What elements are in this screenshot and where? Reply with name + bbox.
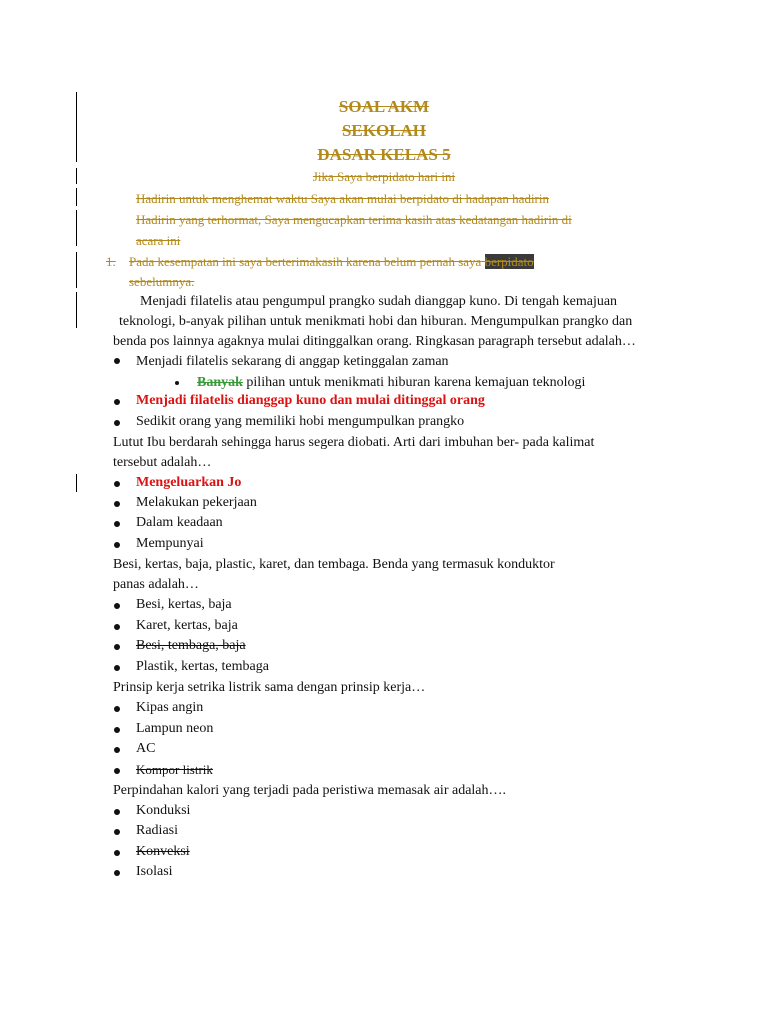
q3-line-1: Besi, kertas, baja, plastic, karet, dan tembaga. Benda yang termasuk konduktor [113,557,555,572]
bullet-icon [114,747,120,753]
q1-paragraph-line-1: Menjadi filatelis atau pengumpul prangko sudah dianggap kuno. Di tengah kemajuan [140,294,618,309]
bullet-icon [114,603,120,609]
change-bar [76,188,77,206]
q3-option-4: Plastik, kertas, tembaga [136,659,269,674]
deleted-line-1: Jika Saya berpidato hari ini [312,169,456,184]
q5-option-1: Konduksi [136,803,191,818]
bullet-icon [114,870,120,876]
q4-option-3: AC [136,741,156,756]
inserted-word: Banyak [197,375,243,390]
q5-line-1: Perpindahan kalori yang terjadi pada peristiwa memasak air adalah…. [113,783,507,798]
bullet-icon [114,399,120,405]
q5-option-2: Radiasi [136,823,178,838]
bullet-icon [114,481,120,487]
bullet-icon [114,768,120,774]
q4-option-4-answer: Kompor listrik [136,762,213,777]
q4-option-2: Lampun neon [136,721,214,736]
title-line-3: DASAR KELAS 5 [317,145,451,164]
q3-option-2: Karet, kertas, baja [136,618,238,633]
bullet-icon [114,809,120,815]
bullet-icon [114,706,120,712]
bullet-icon [114,624,120,630]
q1-option-2-text: pilihan untuk menikmati hiburan karena kemajuan teknologi [242,375,586,390]
deleted-line-2: Hadirin untuk menghemat waktu Saya akan mulai berpidato di hadapan hadirin [136,191,549,206]
bullet-icon [114,358,120,364]
q3-option-3-answer: Besi, tembaga, baja [136,638,246,653]
change-bar [76,292,77,328]
q4-line-1: Prinsip kerja setrika listrik sama dengan prinsip kerja… [113,680,426,695]
q1-paragraph-line-2: teknologi, b-anyak pilihan untuk menikmati hobi dan hiburan. Mengumpulkan prangko dan [119,314,633,329]
change-bar [76,252,77,288]
q4-option-1: Kipas angin [136,700,204,715]
deleted-item-number: 1. [106,254,116,269]
q2-line-2: tersebut adalah… [113,455,212,470]
bullet-icon [114,829,120,835]
bullet-icon [114,644,120,650]
bullet-icon [114,521,120,527]
q2-option-2: Melakukan pekerjaan [136,495,257,510]
bullet-icon [114,501,120,507]
q5-option-4: Isolasi [136,864,173,879]
bullet-icon [114,850,120,856]
bullet-icon [114,727,120,733]
q3-option-1: Besi, kertas, baja [136,597,232,612]
q2-option-1-answer: Mengeluarkan Jo [136,475,242,490]
q1-option-1: Menjadi filatelis sekarang di anggap ketinggalan zaman [136,354,449,369]
change-bar [76,474,77,492]
q2-line-1: Lutut Ibu berdarah sehingga harus segera diobati. Arti dari imbuhan ber- pada kalimat [113,435,595,450]
bullet-icon [114,665,120,671]
bullet-icon [114,420,120,426]
title-line-2: SEKOLAH [341,121,427,140]
sub-bullet-icon [175,381,179,385]
q2-option-3: Dalam keadaan [136,515,223,530]
q1-option-3-answer: Menjadi filatelis dianggap kuno dan mulai ditinggal orang [136,393,485,408]
title-line-1: SOAL AKM [338,97,430,116]
deleted-line-6: sebelumnya. [129,274,195,289]
q5-option-3-answer: Konveksi [136,844,190,859]
highlighted-word: berpidato [484,254,534,269]
deleted-line-4: acara ini [136,233,181,248]
deleted-line-3: Hadirin yang terhormat, Saya mengucapkan terima kasih atas kedatangan hadirin di [136,212,572,227]
q1-option-2 [197,374,585,392]
q3-line-2: panas adalah… [113,577,199,592]
q1-option-4: Sedikit orang yang memiliki hobi mengumpulkan prangko [136,414,465,429]
q1-paragraph-line-3: benda pos lainnya agaknya mulai ditinggalkan orang. Ringkasan paragraph tersebut adalah… [113,334,636,349]
deleted-line-5a: Pada kesempatan ini saya berterimakasih karena belum pernah saya [129,254,482,269]
deleted-line-5 [129,253,534,271]
bullet-icon [114,542,120,548]
change-bar [76,210,77,246]
q2-option-4: Mempunyai [136,536,204,551]
